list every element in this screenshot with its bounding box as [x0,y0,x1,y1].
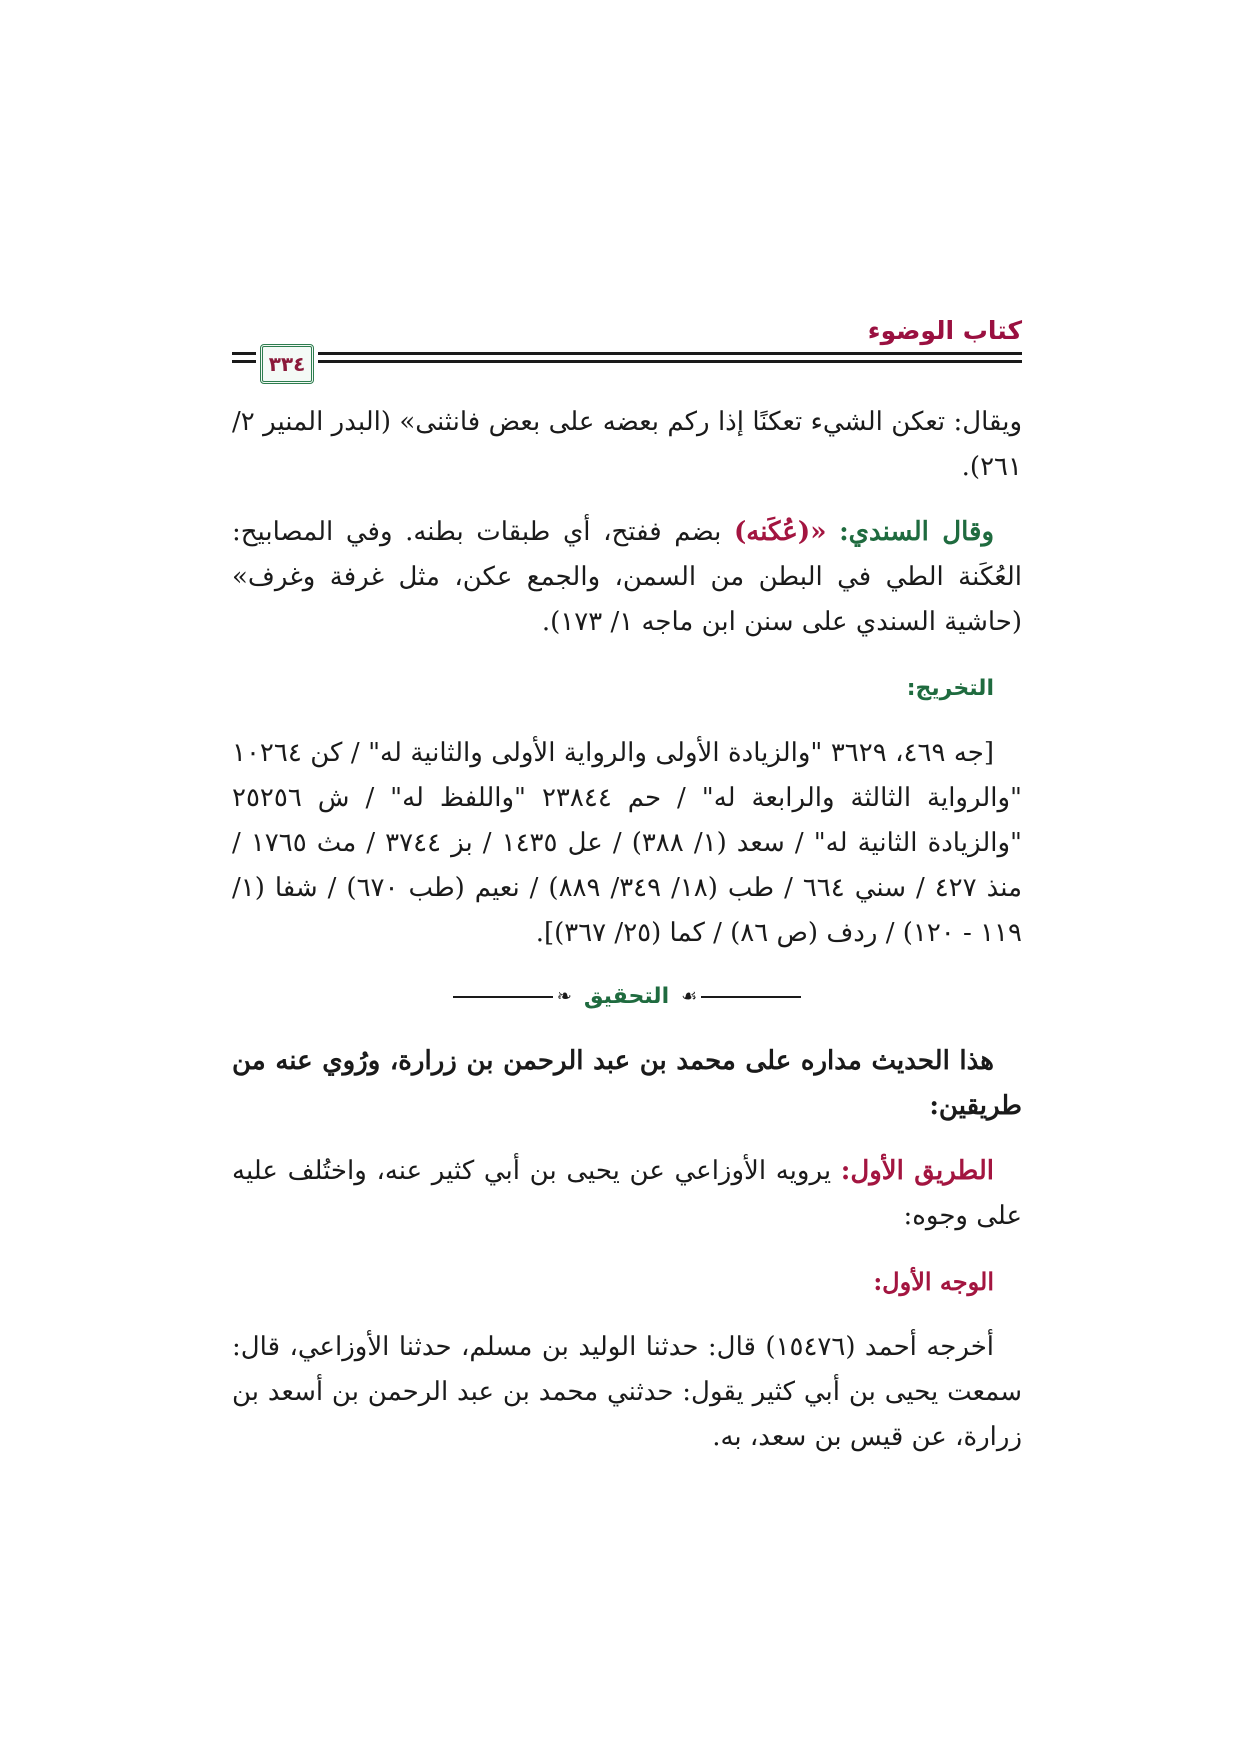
paragraph-lexicon-text: ويقال: تعكن الشيء تعكنًا إذا ركم بعضه على بعض فانثنى» (البدر المنير ٢/ ٢٦١). [232,407,1022,482]
tahqiq-heading: التحقيق [583,984,670,1009]
takhrij-heading: التخريج: [906,676,994,701]
header-rule-left-bottom [232,360,256,363]
page-header [232,316,1022,388]
sindi-text: بضم ففتح، أي طبقات بطنه. وفي المصابيح: العُكَنة الطي في البطن من السمن، والجمع عكن، مثل غرفة وغرف» (حاشية السندي على سنن ابن ماجه ١/ ١٧٣). [232,517,1022,637]
header-rule-top [318,352,1022,355]
book-title: كتاب الوضوء [867,316,1022,345]
ornament-left-icon: ❧ [556,986,572,1007]
paragraph-ahmad [232,1325,1022,1460]
page-number: ٣٣٤ [268,352,306,376]
sindi-label: وقال السندي: [839,517,995,547]
header-rule-left-top [232,352,256,355]
paragraph-sindi [232,510,1022,645]
ornament-right-icon: ☙ [681,986,698,1007]
paragraph-first-path [232,1149,1022,1239]
takhrij-text: [جه ٤٦٩، ٣٦٢٩ "والزيادة الأولى والرواية الأولى والثانية له" / كن ١٠٢٦٤ "والرواية الثالثة والرابعة له" / حم ٢٣٨٤٤ "واللفظ له" / ش ٢٥٢٥٦ "والزيادة الثانية له" / سعد (١/ ٣٨٨) / عل ١٤٣٥ / بز ٣٧٤٤ / مث ١٧٦٥ / منذ ٤٢٧ / سني ٦٦٤ / طب (١٨/ ٣٤٩/ ٨٨٩) / نعيم (طب ٦٧٠) / شفا (١/ ١١٩ - ١٢٠) / ردف (ص ٨٦) / كما (٢٥/ ٣٦٧)]. [232,738,1023,948]
paragraph-takhrij [232,731,1022,956]
ahmad-text: أخرجه أحمد (١٥٤٧٦) قال: حدثنا الوليد بن مسلم، حدثنا الأوزاعي، قال: سمعت يحيى بن أبي كثير يقول: حدثني محمد بن عبد الرحمن بن أسعد بن زرارة، عن قيس بن سعد، به. [232,1332,1022,1452]
madar-text: هذا الحديث مداره على محمد بن عبد الرحمن بن زرارة، ورُوي عنه من طريقين: [232,1046,1022,1121]
page-body [232,400,1022,1460]
first-path-label: الطريق الأول: [840,1156,995,1186]
paragraph-lexicon [232,400,1022,490]
divider-line-left [453,996,553,998]
tahqiq-divider [232,974,1022,1019]
first-aspect-heading: الوجه الأول: [873,1267,994,1296]
page-number-badge [260,344,314,384]
wajh-heading-row [232,1259,1022,1305]
sindi-term: «(عُكَنه) [733,517,827,547]
divider-line-right [701,996,801,998]
header-rule-bottom [318,360,1022,363]
paragraph-madar [232,1039,1022,1129]
takhrij-heading-row [232,665,1022,711]
first-path-text: يرويه الأوزاعي عن يحيى بن أبي كثير عنه، واختُلف عليه على وجوه: [232,1156,1022,1231]
